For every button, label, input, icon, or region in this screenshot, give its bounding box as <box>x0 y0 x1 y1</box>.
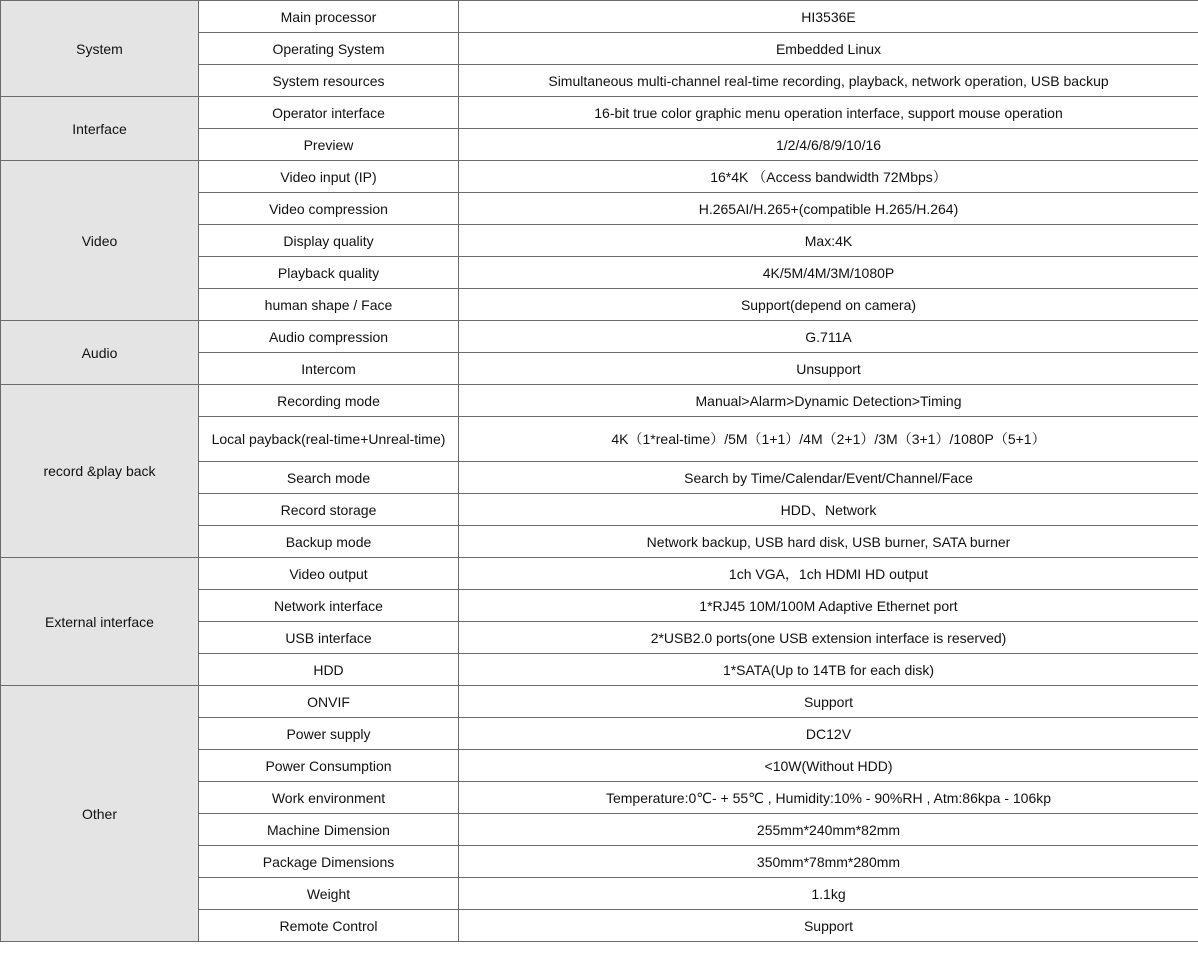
spec-value: G.711A <box>459 321 1198 353</box>
spec-label: Preview <box>199 129 459 161</box>
spec-label: Machine Dimension <box>199 814 459 846</box>
spec-value: 16-bit true color graphic menu operation interface, support mouse operation <box>459 97 1198 129</box>
spec-label: Backup mode <box>199 526 459 558</box>
spec-row <box>1 321 1198 353</box>
spec-label: Intercom <box>199 353 459 385</box>
spec-value: Temperature:0℃- + 55℃ , Humidity:10% - 90%RH , Atm:86kpa - 106kp <box>459 782 1198 814</box>
category-cell: System <box>1 1 199 97</box>
spec-value: 255mm*240mm*82mm <box>459 814 1198 846</box>
spec-value: Embedded Linux <box>459 33 1198 65</box>
spec-value: HI3536E <box>459 1 1198 33</box>
category-cell: Other <box>1 686 199 942</box>
spec-label: System resources <box>199 65 459 97</box>
spec-value: 350mm*78mm*280mm <box>459 846 1198 878</box>
category-cell: record &play back <box>1 385 199 558</box>
spec-label: USB interface <box>199 622 459 654</box>
category-cell: Video <box>1 161 199 321</box>
spec-value: 4K/5M/4M/3M/1080P <box>459 257 1198 289</box>
spec-label: Operator interface <box>199 97 459 129</box>
spec-value: Support(depend on camera) <box>459 289 1198 321</box>
spec-value: H.265AI/H.265+(compatible H.265/H.264) <box>459 193 1198 225</box>
spec-value: 1.1kg <box>459 878 1198 910</box>
spec-label: Network interface <box>199 590 459 622</box>
spec-label: Video input (IP) <box>199 161 459 193</box>
spec-label: Display quality <box>199 225 459 257</box>
spec-label: Work environment <box>199 782 459 814</box>
spec-label: Package Dimensions <box>199 846 459 878</box>
spec-value: Simultaneous multi-channel real-time recording, playback, network operation, USB backup <box>459 65 1198 97</box>
spec-row <box>1 558 1198 590</box>
spec-value: DC12V <box>459 718 1198 750</box>
spec-row <box>1 97 1198 129</box>
category-cell: Interface <box>1 97 199 161</box>
spec-label: Recording mode <box>199 385 459 417</box>
spec-value: Max:4K <box>459 225 1198 257</box>
spec-label: Main processor <box>199 1 459 33</box>
spec-label: Search mode <box>199 462 459 494</box>
spec-label: Audio compression <box>199 321 459 353</box>
spec-row <box>1 1 1198 33</box>
spec-label: Operating System <box>199 33 459 65</box>
spec-value: HDD、Network <box>459 494 1198 526</box>
spec-label: human shape / Face <box>199 289 459 321</box>
spec-value: Unsupport <box>459 353 1198 385</box>
spec-label: Weight <box>199 878 459 910</box>
spec-label: Playback quality <box>199 257 459 289</box>
spec-value: Manual>Alarm>Dynamic Detection>Timing <box>459 385 1198 417</box>
category-cell: External interface <box>1 558 199 686</box>
spec-label: Local payback(real-time+Unreal-time) <box>199 417 459 462</box>
spec-value: 1ch VGA，1ch HDMI HD output <box>459 558 1198 590</box>
spec-row <box>1 385 1198 417</box>
spec-label: HDD <box>199 654 459 686</box>
spec-value: Network backup, USB hard disk, USB burner, SATA burner <box>459 526 1198 558</box>
spec-label: Record storage <box>199 494 459 526</box>
spec-value: <10W(Without HDD) <box>459 750 1198 782</box>
spec-value: Support <box>459 686 1198 718</box>
spec-label: Video compression <box>199 193 459 225</box>
spec-label: Power supply <box>199 718 459 750</box>
spec-label: Remote Control <box>199 910 459 942</box>
spec-label: Power Consumption <box>199 750 459 782</box>
spec-row <box>1 161 1198 193</box>
spec-label: ONVIF <box>199 686 459 718</box>
spec-value: 16*4K （Access bandwidth 72Mbps） <box>459 161 1198 193</box>
spec-value: Support <box>459 910 1198 942</box>
spec-value: 1*SATA(Up to 14TB for each disk) <box>459 654 1198 686</box>
spec-value: 2*USB2.0 ports(one USB extension interface is reserved) <box>459 622 1198 654</box>
spec-value: 1/2/4/6/8/9/10/16 <box>459 129 1198 161</box>
spec-value: 4K（1*real-time）/5M（1+1）/4M（2+1）/3M（3+1）/1080P（5+1） <box>459 417 1198 462</box>
spec-value: 1*RJ45 10M/100M Adaptive Ethernet port <box>459 590 1198 622</box>
spec-row <box>1 686 1198 718</box>
category-cell: Audio <box>1 321 199 385</box>
spec-label: Video output <box>199 558 459 590</box>
spec-value: Search by Time/Calendar/Event/Channel/Face <box>459 462 1198 494</box>
